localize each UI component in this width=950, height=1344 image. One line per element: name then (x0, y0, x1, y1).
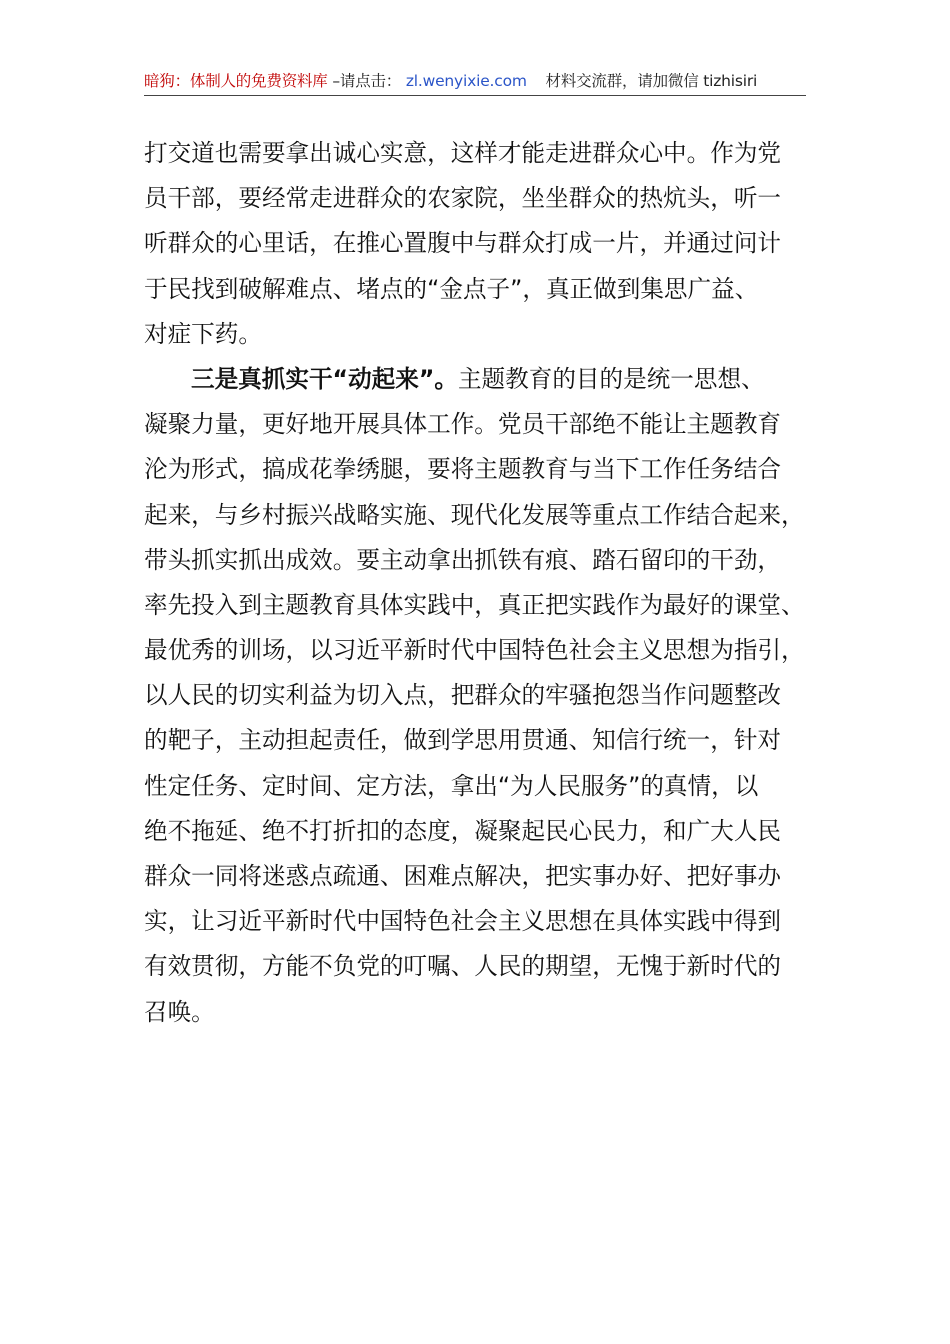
body-line: 听群众的心里话，在推心置腹中与群众打成一片，并通过问计 (144, 229, 782, 258)
header-divider (144, 95, 806, 96)
document-body (144, 131, 816, 1035)
body-line: 员干部，要经常走进群众的农家院，坐坐群众的热炕头，听一 (144, 184, 782, 213)
body-line: 起来，与乡村振兴战略实施、现代化发展等重点工作结合起来， (144, 500, 805, 529)
body-line: 绝不拖延、绝不打折扣的态度，凝聚起民心民力，和广大人民 (144, 816, 782, 845)
body-line: 的靶子，主动担起责任，做到学思用贯通、知信行统一，针对 (144, 726, 782, 755)
body-line: 性定任务、定时间、定方法，拿出“为人民服务”的真情，以 (144, 771, 759, 800)
header-link[interactable]: zl.wenyixie.com (405, 72, 527, 90)
body-line: 以人民的切实利益为切入点，把群众的牢骚抱怨当作问题整改 (144, 681, 782, 710)
section3-heading: 三是真抓实干“动起来”。 (191, 364, 458, 393)
body-line: 沦为形式，搞成花拳绣腿，要将主题教育与当下工作任务结合 (144, 455, 782, 484)
body-line: 带头抓实抓出成效。要主动拿出抓铁有痕、踏石留印的干劲， (144, 545, 782, 574)
header-brand: 暗狗：体制人的免费资料库 (144, 72, 328, 90)
page-header (144, 68, 806, 94)
body-line: 于民找到破解难点、堵点的“金点子”，真正做到集思广益、 (144, 274, 759, 303)
section3-first-text: 主题教育的目的是统一思想、 (457, 364, 765, 393)
body-line: 群众一同将迷惑点疏通、困难点解决，把实事办好、把好事办 (144, 862, 782, 890)
body-line: 打交道也需要拿出诚心实意，这样才能走进群众心中。作为党 (144, 139, 782, 167)
body-line: 凝聚力量，更好地开展具体工作。党员干部绝不能让主题教育 (144, 410, 782, 439)
body-line: 对症下药。 (144, 319, 262, 348)
body-line: 有效贯彻，方能不负党的叮嘱、人民的期望，无愧于新时代的 (144, 952, 782, 981)
body-line: 率先投入到主题教育具体实践中，真正把实践作为最好的课堂、 (144, 590, 805, 619)
body-line: 最优秀的训场，以习近平新时代中国特色社会主义思想为指引， (144, 636, 805, 665)
section3-first-line (144, 357, 816, 402)
body-line: 召唤。 (144, 997, 215, 1026)
header-wechat: 材料交流群，请加微信 tizhisiri (545, 72, 758, 90)
body-line: 实，让习近平新时代中国特色社会主义思想在具体实践中得到 (144, 907, 782, 936)
header-prompt: –请点击： (332, 72, 402, 90)
